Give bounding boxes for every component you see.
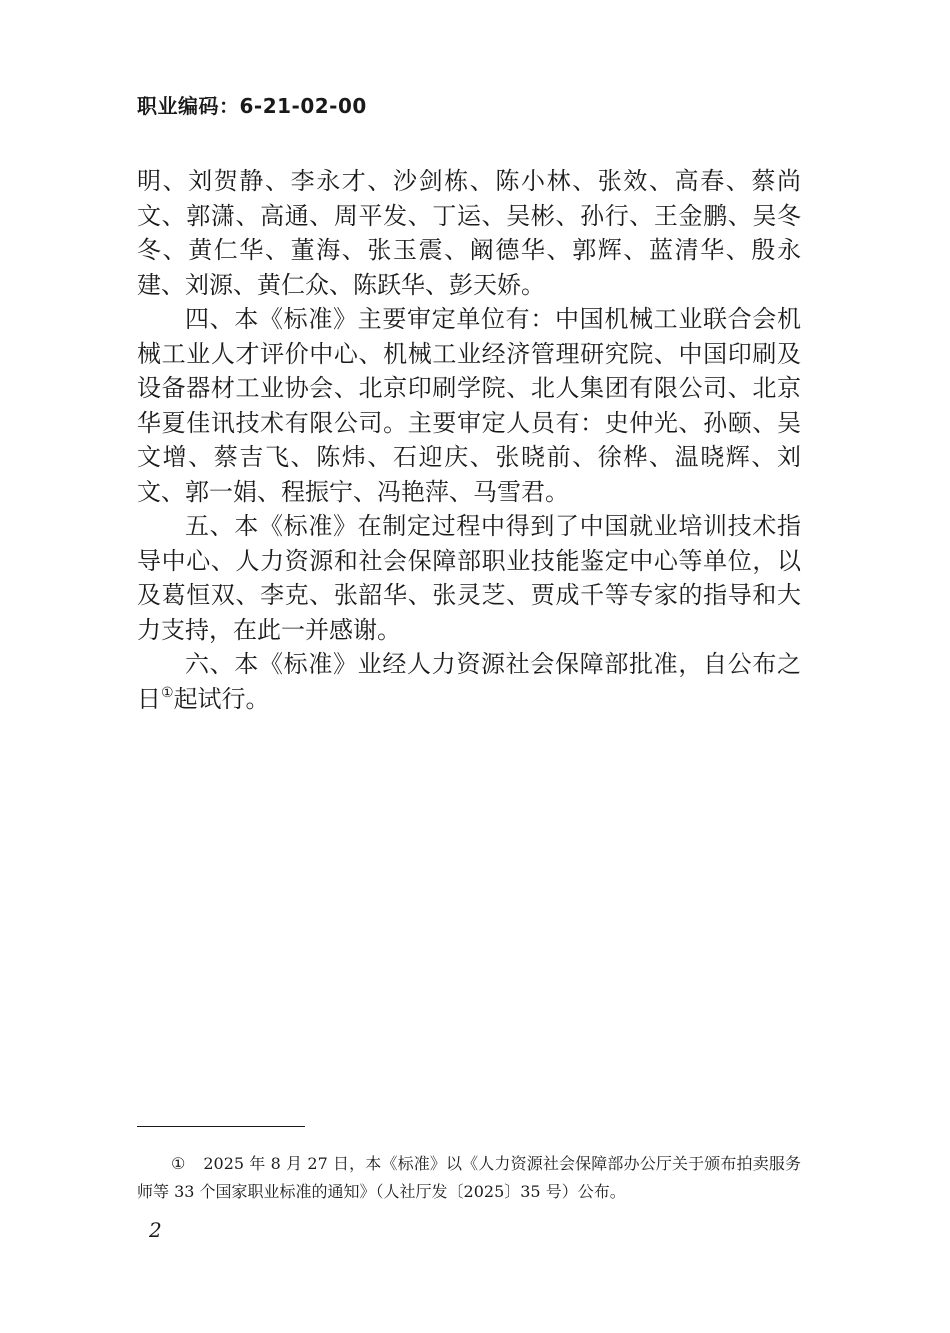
page-number: 2 — [149, 1218, 162, 1242]
paragraph-acknowledgements: 五、本《标准》在制定过程中得到了中国就业培训技术指导中心、人力资源和社会保障部职业技能鉴定中心等单位，以及葛恒双、李克、张韶华、张灵芝、贾成千等专家的指导和大力支持，在此一并感谢。 — [137, 512, 801, 644]
footnote — [137, 1150, 801, 1206]
approval-text-end: 起试行。 — [173, 684, 270, 713]
footnote-divider — [137, 1126, 305, 1127]
paragraph-approval — [137, 647, 801, 716]
footnote-number: ① — [171, 1154, 186, 1173]
paragraph-drafters-continued: 明、刘贺静、李永才、沙剑栋、陈小林、张效、高春、蔡尚文、郭潇、高通、周平发、丁运、吴彬、孙行、王金鹏、吴冬冬、黄仁华、董海、张玉震、阚德华、郭辉、蓝清华、殷永建、刘源、黄仁众、陈跃华、彭天娇。 — [137, 167, 801, 299]
footnote-text: 2025 年 8 月 27 日，本《标准》以《人力资源社会保障部办公厅关于颁布拍卖服务师等 33 个国家职业标准的通知》（人社厅发〔2025〕35 号）公布。 — [137, 1154, 801, 1201]
paragraph-reviewers: 四、本《标准》主要审定单位有：中国机械工业联合会机械工业人才评价中心、机械工业经济管理研究院、中国印刷及设备器材工业协会、北京印刷学院、北人集团有限公司、北京华夏佳讯技术有限公司。主要审定人员有：史仲光、孙颐、吴文增、蔡吉飞、陈炜、石迎庆、张晓前、徐桦、温晓辉、刘文、郭一娟、程振宁、冯艳萍、马雪君。 — [137, 305, 801, 506]
footnote-reference-mark[interactable]: ① — [161, 684, 174, 701]
approval-text-start: 六、本《标准》业经人力资源社会保障部批准，自公布之日 — [137, 650, 801, 713]
document-body — [137, 164, 801, 716]
occupation-code-header: 职业编码：6-21-02-00 — [137, 94, 367, 118]
